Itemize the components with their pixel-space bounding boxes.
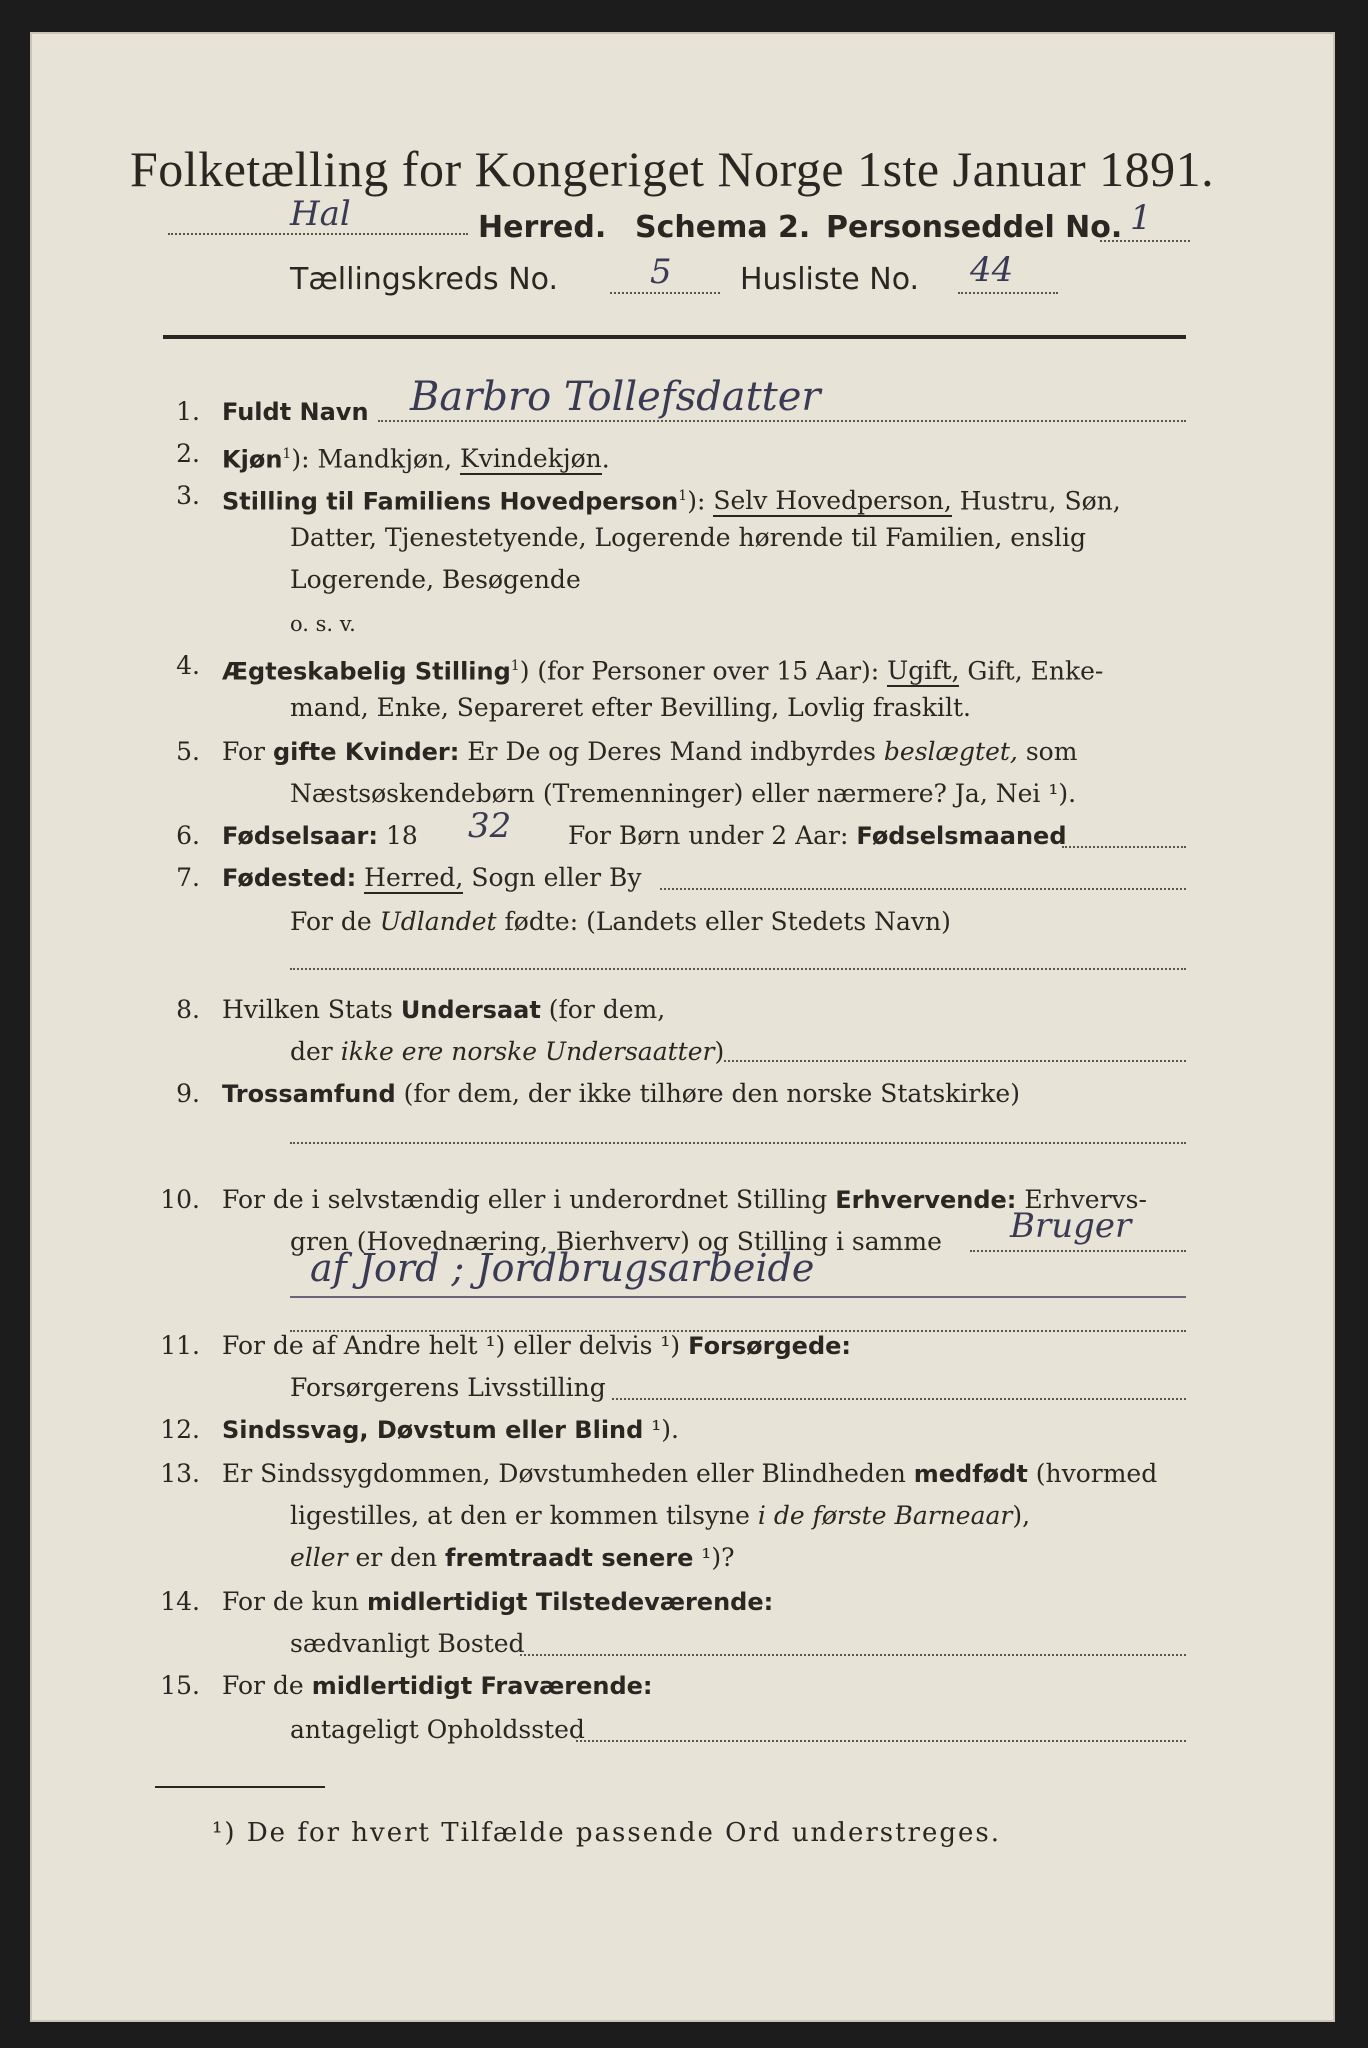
q8-line2-post: ) — [714, 1037, 725, 1066]
q10-value1: Bruger — [1010, 1206, 1132, 1246]
q2-post: . — [601, 444, 610, 474]
form-title: Folketælling for Kongeriget Norge 1ste Januar 1891. — [130, 141, 1215, 197]
q2-text — [222, 434, 610, 479]
q8-line2-pre: der — [290, 1037, 341, 1066]
q6-mid: For Børn under 2 Aar: — [568, 821, 857, 850]
q1-number: 1. — [176, 397, 200, 426]
q15-pre: For de — [222, 1671, 312, 1700]
q13-line2-italic: i de første Barneaar — [757, 1501, 1013, 1530]
q6-line — [1062, 846, 1186, 848]
q4-underlined: Ugift, — [887, 656, 960, 686]
personseddel-label: Personseddel No. — [826, 210, 1123, 245]
q9-post: (for dem, der ikke tilhøre den norske Statskirke) — [395, 1079, 1020, 1108]
q4-sup: 1 — [510, 658, 520, 674]
q13-line1 — [222, 1454, 1157, 1494]
q13-line2-post: ), — [1012, 1501, 1031, 1530]
q9-line1 — [222, 1074, 1020, 1114]
q6-value: 32 — [468, 806, 512, 846]
q5-italic: beslægtet, — [883, 737, 1018, 766]
q8-line1 — [222, 990, 665, 1030]
q3-line1 — [222, 476, 1121, 521]
q11-pre: For de af Andre helt ¹) eller delvis ¹) — [222, 1331, 689, 1360]
personseddel-value: 1 — [1130, 198, 1152, 238]
q3-underlined: Selv Hovedperson, — [713, 486, 952, 516]
q11-line2: Forsørgerens Livsstilling — [290, 1373, 606, 1402]
kreds-label: Tællingskreds No. — [290, 262, 558, 297]
q11-line — [612, 1398, 1186, 1400]
q8-line — [724, 1060, 1186, 1062]
q5-pre: For — [222, 737, 273, 766]
q5-label: gifte Kvinder: — [272, 738, 460, 766]
q13-post: (hvormed — [1027, 1459, 1158, 1488]
q12-number: 12. — [160, 1415, 200, 1444]
q3-pre: ): — [687, 486, 714, 516]
husliste-line — [958, 292, 1058, 294]
q8-label: Undersaat — [400, 996, 541, 1024]
q14-label: midlertidigt Tilstedeværende: — [366, 1588, 774, 1616]
q2-sup: 1 — [282, 446, 292, 462]
q13-line3-bold: fremtraadt senere — [445, 1544, 694, 1572]
footnote-rule — [155, 1786, 325, 1788]
q14-line — [520, 1654, 1186, 1656]
q7-underlined: Herred, — [364, 863, 464, 892]
q13-line3-post: ¹)? — [693, 1543, 735, 1572]
q14-number: 14. — [160, 1587, 200, 1616]
q15-label: midlertidigt Fraværende: — [311, 1672, 653, 1700]
q9-label: Trossamfund — [222, 1080, 396, 1108]
q5-number: 5. — [176, 737, 200, 766]
q5-line2: Næstsøskendebørn (Tremenninger) eller nærmere? Ja, Nei ¹). — [290, 779, 1077, 808]
q3-post: Hustru, Søn, — [951, 486, 1121, 516]
q3-line3: Logerende, Besøgende — [290, 565, 581, 594]
q10-label: Erhvervende: — [835, 1186, 1017, 1214]
q7-line2-italic: Udlandet — [379, 907, 497, 936]
q3-number: 3. — [176, 481, 200, 510]
q6-label2: Fødselsmaaned — [856, 822, 1067, 850]
header-rule — [163, 335, 1186, 339]
q7-line2-pre: For de — [290, 907, 380, 936]
q3-line4: o. s. v. — [290, 612, 356, 636]
q12-label: Sindssvag, Døvstum eller Blind — [222, 1416, 644, 1444]
kreds-value: 5 — [650, 252, 672, 292]
q4-label: Ægteskabelig Stilling — [222, 657, 511, 686]
q5-line1 — [222, 732, 1077, 772]
schema-label: Schema 2. — [635, 210, 811, 245]
q2-label: Kjøn — [222, 445, 283, 474]
q9-number: 9. — [176, 1079, 200, 1108]
q13-line3-italic: eller — [290, 1543, 348, 1572]
q7-label: Fødested: — [222, 864, 357, 892]
q2-underlined: Kvindekjøn — [460, 444, 602, 474]
q4-line2: mand, Enke, Separeret efter Bevilling, Lovlig fraskilt. — [290, 693, 971, 722]
q1-value: Barbro Tollefsdatter — [410, 374, 821, 420]
q6-number: 6. — [176, 821, 200, 850]
q4-pre: ) (for Personer over 15 Aar): — [519, 656, 888, 686]
q3-line2: Datter, Tjenestetyende, Logerende hørende til Familien, enslig — [290, 523, 1087, 552]
q8-number: 8. — [176, 995, 200, 1024]
q11-number: 11. — [160, 1331, 200, 1360]
q4-number: 4. — [176, 651, 200, 680]
q7-post: Sogn eller By — [463, 863, 642, 892]
q2-number: 2. — [176, 439, 200, 468]
q13-label: medfødt — [913, 1460, 1028, 1488]
q15-number: 15. — [160, 1671, 200, 1700]
q7-line2-post: fødte: (Landets eller Stedets Navn) — [496, 907, 951, 936]
q13-line3-pre: er den — [347, 1543, 446, 1572]
footnote: ¹) De for hvert Tilfælde passende Ord understreges. — [212, 1818, 1002, 1848]
q8-post: (for dem, — [540, 995, 666, 1024]
q11-label: Forsørgede: — [688, 1332, 852, 1360]
q14-pre: For de kun — [222, 1587, 367, 1616]
q7-number: 7. — [176, 863, 200, 892]
q13-number: 13. — [160, 1459, 200, 1488]
q2-pre: ): Mandkjøn, — [291, 444, 461, 474]
q10-value2: af Jord ; Jordbrugsarbeide — [310, 1246, 815, 1290]
q4-line1 — [222, 646, 1103, 691]
q7-line — [660, 888, 1186, 890]
q6-line1 — [222, 816, 418, 856]
q6-rest — [568, 816, 1067, 856]
herred-value: Hal — [290, 194, 351, 234]
q6-prefix: 18 — [385, 821, 418, 850]
q3-sup: 1 — [678, 488, 688, 504]
q15-line — [576, 1740, 1186, 1742]
q13-line2 — [290, 1496, 1030, 1536]
q10-line2: gren (Hovednæring, Bierhverv) og Stilling i samme — [290, 1227, 942, 1256]
q10-number: 10. — [160, 1185, 200, 1214]
herred-label: Herred. — [478, 210, 607, 245]
q10-post: Erhvervs- — [1016, 1185, 1147, 1214]
q5-post: som — [1017, 737, 1078, 766]
q5-mid: Er De og Deres Mand indbyrdes — [459, 737, 884, 766]
q11-line1 — [222, 1326, 851, 1366]
q7-extra-line — [290, 968, 1186, 970]
q15-line1 — [222, 1666, 653, 1706]
personseddel-line — [1100, 240, 1190, 242]
q1-line — [378, 420, 1186, 422]
q10-line3 — [290, 1296, 1186, 1298]
q12-post: ¹). — [643, 1415, 679, 1444]
q10-line1 — [222, 1180, 1147, 1220]
q13-pre: Er Sindssygdommen, Døvstumheden eller Blindheden — [222, 1459, 914, 1488]
q6-label: Fødselsaar: — [222, 822, 378, 850]
q10-line2-dots — [970, 1250, 1186, 1252]
q14-line1 — [222, 1582, 773, 1622]
q13-line2-pre: ligestilles, at den er kommen tilsyne — [290, 1501, 758, 1530]
kreds-line — [610, 292, 720, 294]
q1-label: Fuldt Navn — [222, 398, 369, 426]
q15-line2: antageligt Opholdssted — [290, 1715, 585, 1744]
q9-line — [290, 1142, 1186, 1144]
q7-line2 — [290, 902, 951, 942]
q8-line2-italic: ikke ere norske Undersaatter — [340, 1037, 715, 1066]
q14-line2: sædvanligt Bosted — [290, 1629, 525, 1658]
q10-pre: For de i selvstændig eller i underordnet Stilling — [222, 1185, 836, 1214]
q3-label: Stilling til Familiens Hovedperson — [222, 487, 679, 516]
q13-line3 — [290, 1538, 735, 1578]
q7-line1 — [222, 858, 642, 898]
q4-post: Gift, Enke- — [959, 656, 1104, 686]
q12-line1 — [222, 1410, 679, 1450]
q8-line2 — [290, 1032, 724, 1072]
q8-pre: Hvilken Stats — [222, 995, 401, 1024]
husliste-label: Husliste No. — [740, 262, 920, 297]
husliste-value: 44 — [970, 250, 1014, 290]
